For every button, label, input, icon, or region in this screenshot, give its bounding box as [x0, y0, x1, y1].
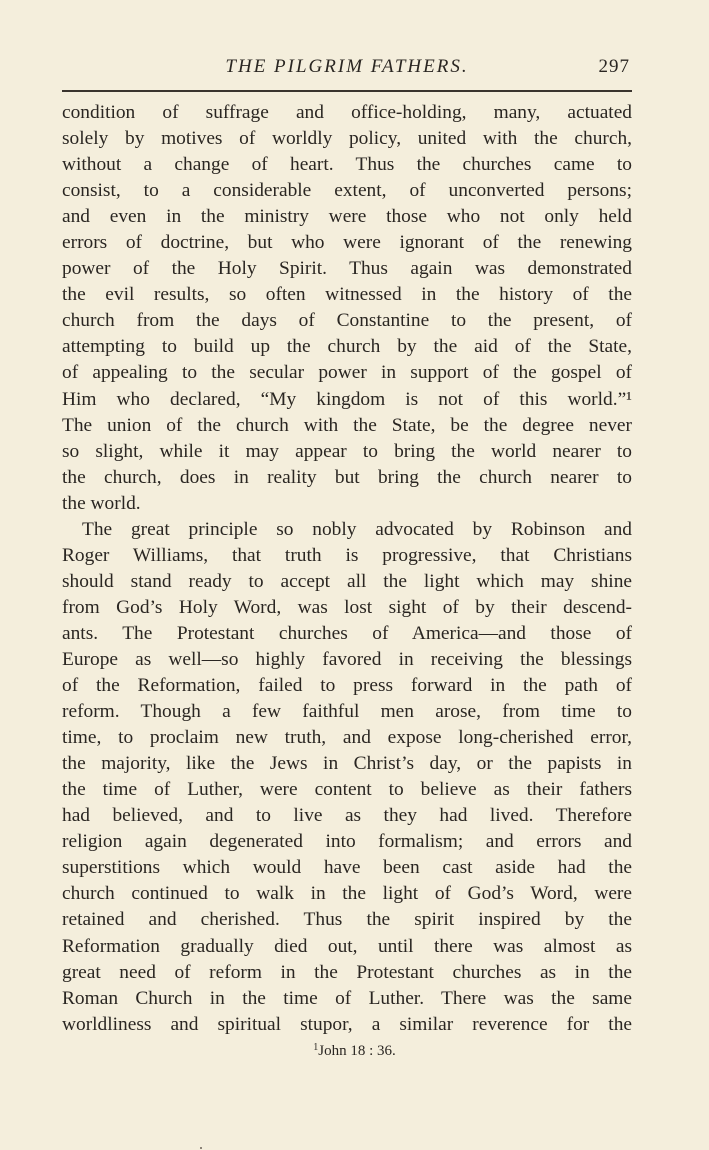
text-line: worldliness and spiritual stupor, a similar reverence for the — [62, 1013, 632, 1035]
text-line: condition of suffrage and office-holding, many, actuated — [62, 102, 632, 123]
page-number: 297 — [598, 56, 630, 77]
text-line: church continued to walk in the light of God’s Word, were — [62, 883, 632, 905]
footnote-text: John 18 : 36. — [318, 1043, 396, 1059]
text-line: Roman Church in the time of Luther. There was the same — [62, 987, 632, 1009]
text-line: time, to proclaim new truth, and expose long-cherished error, — [62, 727, 632, 749]
text-line: from God’s Holy Word, was lost sight of by their descend- — [62, 596, 632, 618]
text-line: of the Reformation, failed to press forward in the path of — [62, 675, 632, 697]
text-line: Europe as well—so highly favored in receiving the blessings — [62, 648, 632, 670]
text-line: so slight, while it may appear to bring the world nearer to — [62, 440, 632, 462]
text-line: errors of doctrine, but who were ignorant of the renewing — [62, 232, 632, 254]
text-line: solely by motives of worldly policy, united with the church, — [62, 128, 632, 150]
text-line: The union of the church with the State, be the degree never — [62, 414, 632, 436]
header-rule — [62, 90, 632, 92]
text-line: The great principle so nobly advocated by Robinson and — [82, 518, 632, 540]
running-head — [62, 56, 632, 84]
text-line: Reformation gradually died out, until there was almost as — [62, 935, 632, 957]
text-line: Him who declared, “My kingdom is not of this world.”¹ — [62, 388, 632, 410]
body-text — [62, 100, 632, 1038]
paper-speck — [200, 1147, 202, 1149]
footnote-mark: 1 — [313, 1042, 319, 1053]
running-title: THE PILGRIM FATHERS. — [225, 56, 469, 77]
footnote — [0, 1042, 709, 1060]
text-line: ants. The Protestant churches of America—and those of — [62, 622, 632, 644]
text-line: religion again degenerated into formalism; and errors and — [62, 831, 632, 853]
text-line: without a change of heart. Thus the churches came to — [62, 154, 632, 176]
text-line: church from the days of Constantine to the present, of — [62, 310, 632, 332]
text-line: great need of reform in the Protestant churches as in the — [62, 961, 632, 983]
text-line: the church, does in reality but bring the church nearer to — [62, 466, 632, 488]
text-line: retained and cherished. Thus the spirit inspired by the — [62, 909, 632, 931]
text-line: should stand ready to accept all the light which may shine — [62, 570, 632, 592]
text-line: power of the Holy Spirit. Thus again was demonstrated — [62, 258, 632, 280]
text-line: the evil results, so often witnessed in the history of the — [62, 284, 632, 306]
text-line: the time of Luther, were content to believe as their fathers — [62, 779, 632, 801]
text-line: had believed, and to live as they had lived. Therefore — [62, 805, 632, 827]
text-line: of appealing to the secular power in support of the gospel of — [62, 362, 632, 384]
text-line: superstitions which would have been cast aside had the — [62, 857, 632, 879]
text-line: consist, to a considerable extent, of unconverted persons; — [62, 180, 632, 202]
text-line: the majority, like the Jews in Christ’s day, or the papists in — [62, 753, 632, 775]
text-line: Roger Williams, that truth is progressive, that Christians — [62, 544, 632, 566]
text-line: attempting to build up the church by the aid of the State, — [62, 336, 632, 358]
text-line: and even in the ministry were those who not only held — [62, 206, 632, 228]
text-line: reform. Though a few faithful men arose, from time to — [62, 701, 632, 723]
text-line: the world. — [62, 492, 141, 514]
